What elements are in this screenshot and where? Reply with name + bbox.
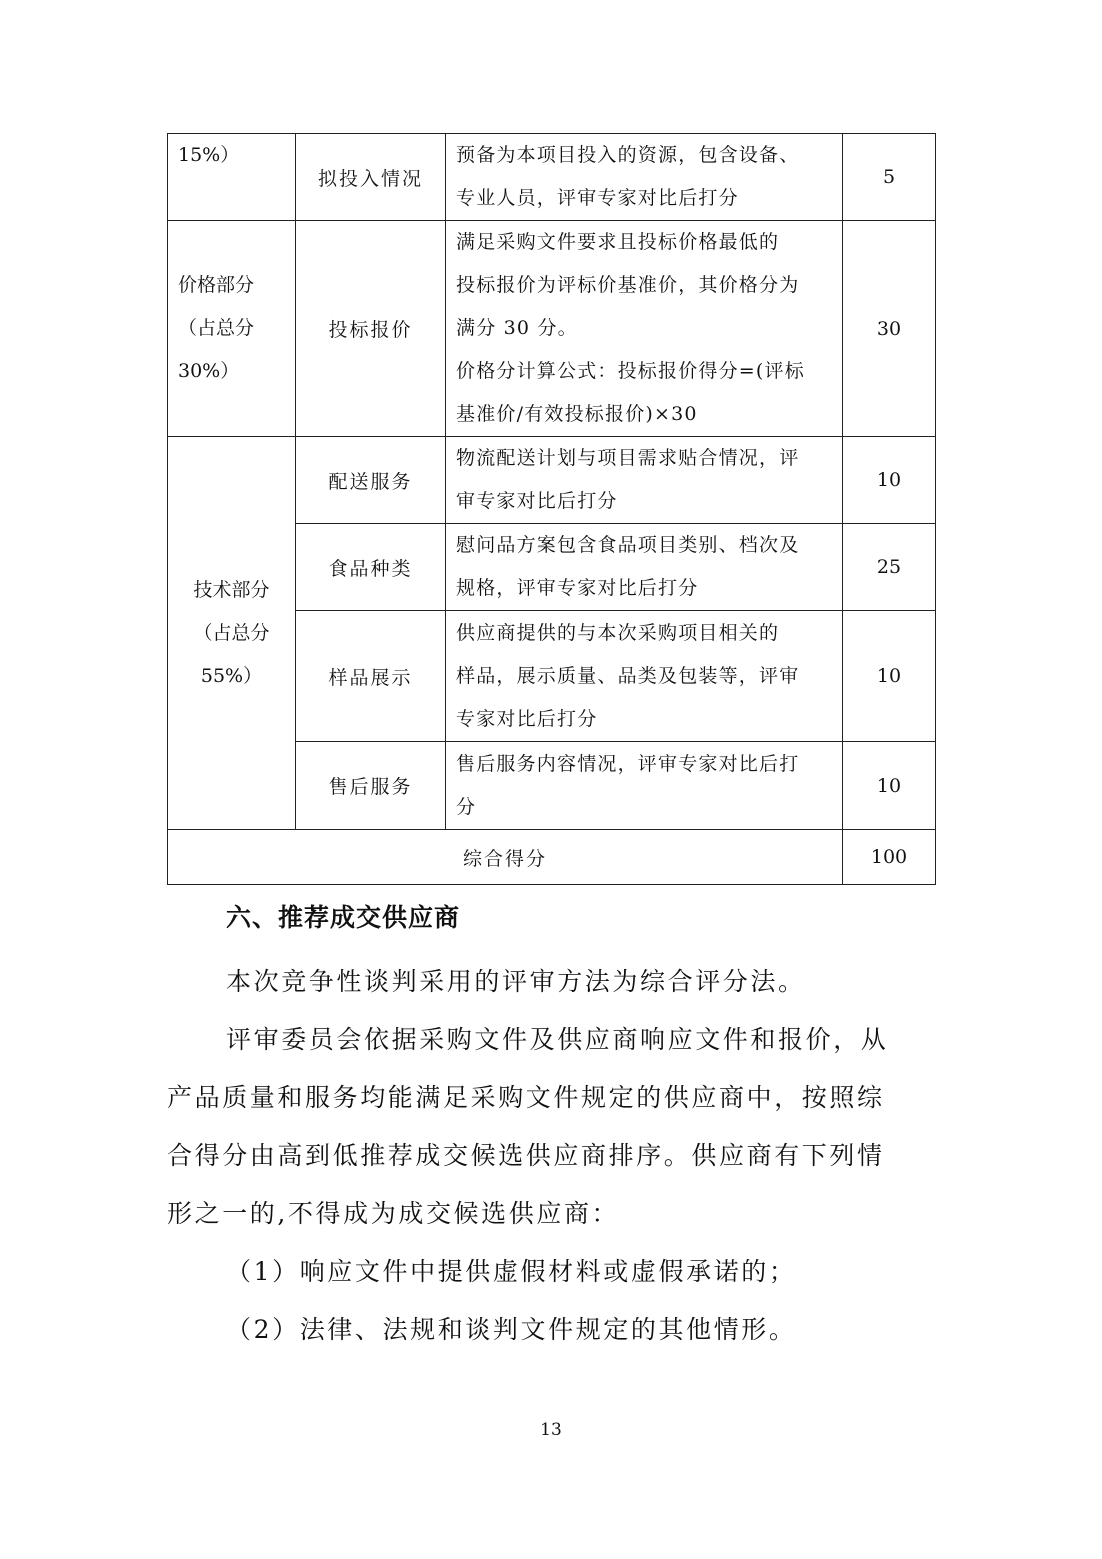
criteria-line: 售后服务内容情况，评审专家对比后打 xyxy=(456,752,800,775)
score-cell: 25 xyxy=(843,524,936,611)
category-line: 30%） xyxy=(178,360,240,382)
criteria-line: 物流配送计划与项目需求贴合情况，评 xyxy=(456,447,800,469)
criteria-line: 分 xyxy=(456,795,477,818)
category-line: 55%） xyxy=(200,664,263,687)
paragraph-line: 本次竞争性谈判采用的评审方法为综合评分法。 xyxy=(226,967,806,996)
criteria-line: 供应商提供的与本次采购项目相关的 xyxy=(456,621,780,644)
criteria-cell xyxy=(446,611,843,742)
item-cell: 投标报价 xyxy=(296,221,446,437)
list-item: （2）法律、法规和谈判文件规定的其他情形。 xyxy=(226,1315,797,1344)
item-cell: 配送服务 xyxy=(296,437,446,524)
criteria-cell xyxy=(446,134,843,221)
score-cell: 5 xyxy=(843,134,936,221)
scoring-table xyxy=(167,133,936,885)
criteria-cell xyxy=(446,437,843,524)
paragraph-line: 合得分由高到低推荐成交候选供应商排序。供应商有下列情 xyxy=(167,1141,885,1170)
total-score: 100 xyxy=(843,830,936,885)
category-cell xyxy=(168,221,296,437)
item-cell: 样品展示 xyxy=(296,611,446,742)
category-line: （占总分 xyxy=(193,621,270,644)
score-cell: 10 xyxy=(843,611,936,742)
category-line: 15%） xyxy=(178,144,240,166)
total-row xyxy=(168,830,936,885)
table-row xyxy=(168,437,936,524)
criteria-line: 审专家对比后打分 xyxy=(456,490,618,512)
total-label: 综合得分 xyxy=(168,830,843,885)
list-item: （1）响应文件中提供虚假材料或虚假承诺的； xyxy=(226,1257,797,1286)
criteria-line: 满分 30 分。 xyxy=(456,317,578,339)
category-cell xyxy=(168,134,296,221)
paragraph-line: 评审委员会依据采购文件及供应商响应文件和报价，从 xyxy=(226,1025,889,1054)
criteria-cell xyxy=(446,524,843,611)
criteria-line: 基准价/有效投标报价)×30 xyxy=(456,403,698,425)
paragraph-line: 形之一的,不得成为成交候选供应商： xyxy=(167,1199,620,1228)
criteria-line: 预备为本项目投入的资源，包含设备、 xyxy=(456,144,800,166)
category-cell xyxy=(168,437,296,830)
criteria-line: 慰问品方案包含食品项目类别、档次及 xyxy=(456,534,800,556)
table-row xyxy=(168,134,936,221)
page-number: 13 xyxy=(540,1420,562,1440)
table-row xyxy=(168,221,936,437)
criteria-line: 规格，评审专家对比后打分 xyxy=(456,577,699,599)
category-line: 价格部分 xyxy=(178,274,255,296)
section-heading: 六、推荐成交供应商 xyxy=(226,903,461,932)
item-cell: 食品种类 xyxy=(296,524,446,611)
criteria-line: 专家对比后打分 xyxy=(456,707,598,730)
criteria-line: 投标报价为评标价基准价，其价格分为 xyxy=(456,274,800,296)
item-cell: 拟投入情况 xyxy=(296,134,446,221)
criteria-line: 专业人员，评审专家对比后打分 xyxy=(456,187,739,209)
item-cell: 售后服务 xyxy=(296,742,446,830)
criteria-cell xyxy=(446,221,843,437)
score-cell: 10 xyxy=(843,437,936,524)
score-cell: 30 xyxy=(843,221,936,437)
category-line: （占总分 xyxy=(178,317,255,339)
criteria-line: 样品，展示质量、品类及包装等，评审 xyxy=(456,664,800,687)
criteria-cell xyxy=(446,742,843,830)
paragraph-line: 产品质量和服务均能满足采购文件规定的供应商中，按照综 xyxy=(167,1083,885,1112)
score-cell: 10 xyxy=(843,742,936,830)
criteria-line: 满足采购文件要求且投标价格最低的 xyxy=(456,231,780,253)
category-line: 技术部分 xyxy=(193,578,270,601)
criteria-line: 价格分计算公式：投标报价得分=(评标 xyxy=(456,360,805,382)
